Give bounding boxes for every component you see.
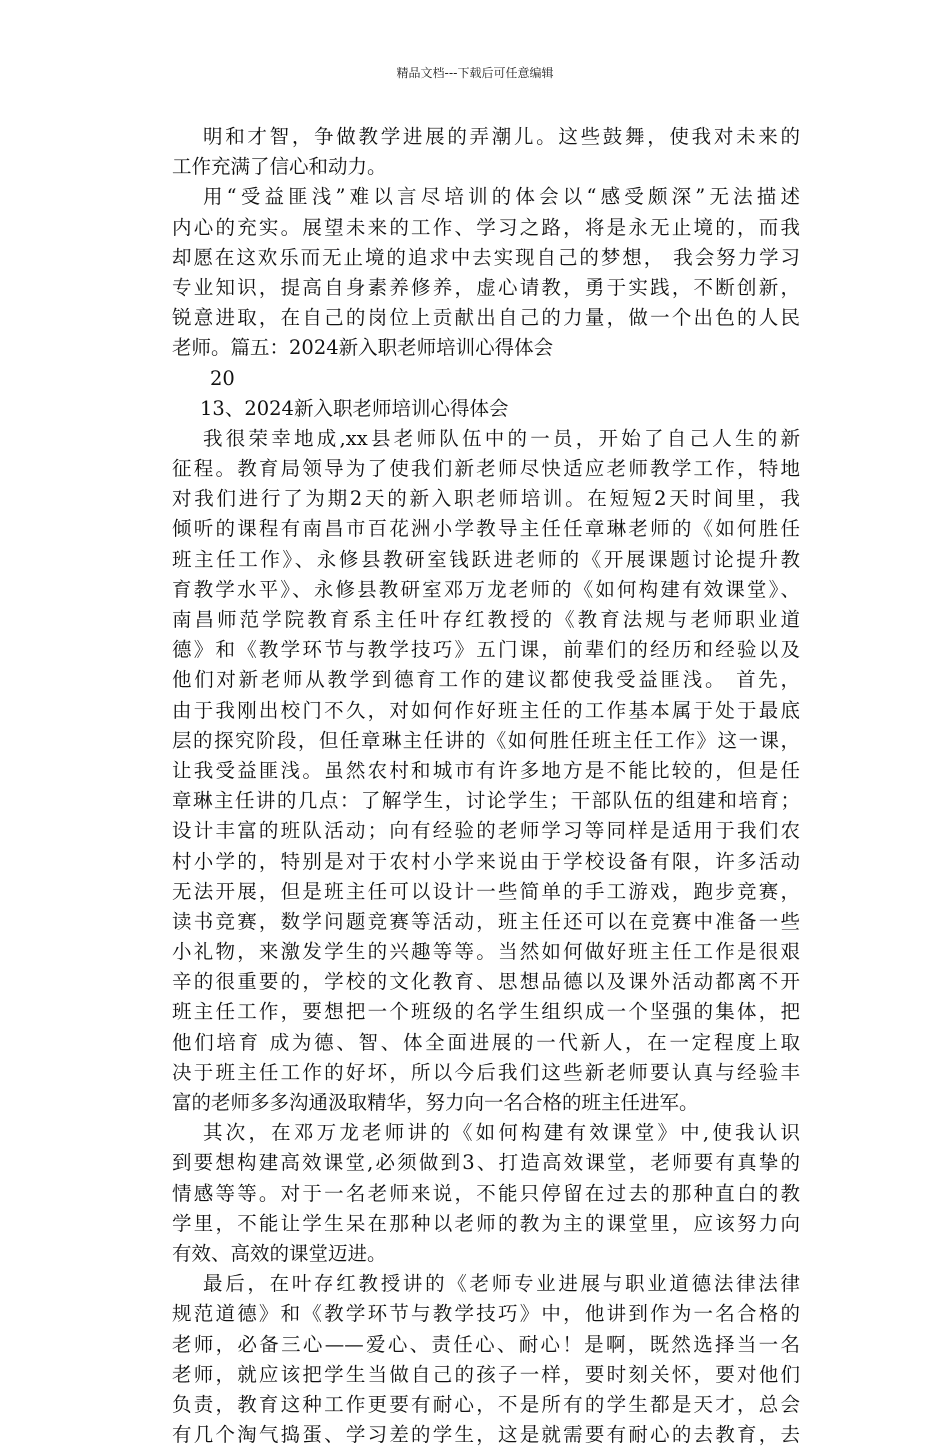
text-line: 无法开展，但是班主任可以设计一些简单的手工游戏，跑步竞赛， xyxy=(172,879,800,903)
text-line: 决于班主任工作的好坏，所以今后我们这些新老师要认真与经验丰 xyxy=(172,1060,800,1084)
text-line: 负责，教育这种工作更要有耐心，不是所有的学生都是天才，总会 xyxy=(172,1392,800,1416)
text-line: 其次，在邓万龙老师讲的《如何构建有效课堂》中,使我认识 xyxy=(203,1121,800,1145)
text-line: 锐意进取，在自己的岗位上贡献出自己的力量，做一个出色的人民 xyxy=(172,306,800,330)
text-line: 内心的充实。展望未来的工作、学习之路，将是永无止境的，而我 xyxy=(172,215,800,239)
text-line: 南昌师范学院教育系主任叶存红教授的《教育法规与老师职业道 xyxy=(172,608,800,631)
text-line: 他们培育 成为德、智、体全面进展的一代新人，在一定程度上取 xyxy=(172,1030,800,1054)
text-line: 育教学水平》、永修县教研室邓万龙老师的《如何构建有效课堂》、 xyxy=(172,577,800,601)
text-line: 规范道德》和《教学环节与教学技巧》中，他讲到作为一名合格的 xyxy=(172,1302,800,1326)
document-body xyxy=(172,122,800,1450)
text-line: 德》和《教学环节与教学技巧》五门课，前辈们的经历和经验以及 xyxy=(172,638,800,662)
text-line: 小礼物，来激发学生的兴趣等等。当然如何做好班主任工作是很艰 xyxy=(172,940,800,964)
text-line: 情感等等。对于一名老师来说，不能只停留在过去的那种直白的教 xyxy=(172,1181,800,1205)
text-line: 明和才智，争做教学进展的弄潮儿。这些鼓舞，使我对未来的 xyxy=(203,125,800,148)
text-line: 班主任工作，要想把一个班级的名学生组织成一个坚强的集体，把 xyxy=(172,1000,800,1024)
text-line: 老师，就应该把学生当做自己的孩子一样，要时刻关怀，要对他们 xyxy=(172,1362,800,1386)
text-line: 倾听的课程有南昌市百花洲小学教导主任任章琳老师的《如何胜任 xyxy=(172,517,800,541)
text-line: 学里，不能让学生呆在那种以老师的教为主的课堂里，应该努力向 xyxy=(172,1211,800,1235)
text-line: 老师，必备三心——爱心、责任心、耐心！是啊，既然选择当一名 xyxy=(172,1332,800,1356)
text-line: 村小学的，特别是对于农村小学来说由于学校设备有限，许多活动 xyxy=(172,849,800,873)
text-line: 工作充满了信心和动力。 xyxy=(172,155,387,179)
text-line: 富的老师多多沟通汲取精华，努力向一名合格的班主任进军。 xyxy=(172,1091,699,1114)
text-line: 却愿在这欢乐而无止境的追求中去实现自己的梦想， 我会努力学习 xyxy=(172,245,800,269)
text-line: 辛的很重要的，学校的文化教育、思想品德以及课外活动都离不开 xyxy=(172,970,800,994)
text-line: 班主任工作》、永修县教研室钱跃进老师的《开展课题讨论提升教 xyxy=(172,547,800,571)
text-line: 我很荣幸地成,xx县老师队伍中的一员，开始了自己人生的新 xyxy=(203,426,800,450)
text-line: 他们对新老师从教学到德育工作的建议都使我受益匪浅。 首先， xyxy=(172,668,800,692)
text-line: 层的探究阶段，但任章琳主任讲的《如何胜任班主任工作》这一课， xyxy=(172,728,800,752)
text-line: 让我受益匪浅。虽然农村和城市有许多地方是不能比较的，但是任 xyxy=(172,758,800,782)
text-line: 征程。教育局领导为了使我们新老师尽快适应老师教学工作，特地 xyxy=(172,457,800,481)
text-line: 有效、高效的课堂迈进。 xyxy=(172,1241,387,1265)
text-line: 对我们进行了为期2天的新入职老师培训。在短短2天时间里，我 xyxy=(172,487,800,511)
text-line: 有几个淘气捣蛋、学习差的学生，这是就需要有耐心的去教育，去 xyxy=(172,1423,800,1447)
text-line: 读书竞赛，数学问题竞赛等活动，班主任还可以在竞赛中准备一些 xyxy=(172,909,800,933)
text-line: 到要想构建高效课堂,必须做到3、打造高效课堂，老师要有真挚的 xyxy=(172,1151,800,1175)
text-line: 最后，在叶存红教授讲的《老师专业进展与职业道德法律法律 xyxy=(203,1272,800,1296)
text-line: 专业知识，提高自身素养修养，虚心请教，勇于实践，不断创新， xyxy=(172,275,800,299)
text-line: 章琳主任讲的几点：了解学生，讨论学生；干部队伍的组建和培育； xyxy=(172,789,800,813)
text-line: 由于我刚出校门不久，对如何作好班主任的工作基本属于处于最底 xyxy=(172,698,800,722)
text-line: 20 xyxy=(210,366,235,390)
text-line: 用“受益匪浅”难以言尽培训的体会以“感受颇深”无法描述 xyxy=(203,185,800,209)
text-line: 13、2024新入职老师培训心得体会 xyxy=(200,396,509,420)
text-line: 设计丰富的班队活动；向有经验的老师学习等同样是适用于我们农 xyxy=(172,819,800,843)
text-line: 老师。篇五：2024新入职老师培训心得体会 xyxy=(172,336,554,360)
page-header: 精品文档---下载后可任意编辑 xyxy=(396,66,554,80)
